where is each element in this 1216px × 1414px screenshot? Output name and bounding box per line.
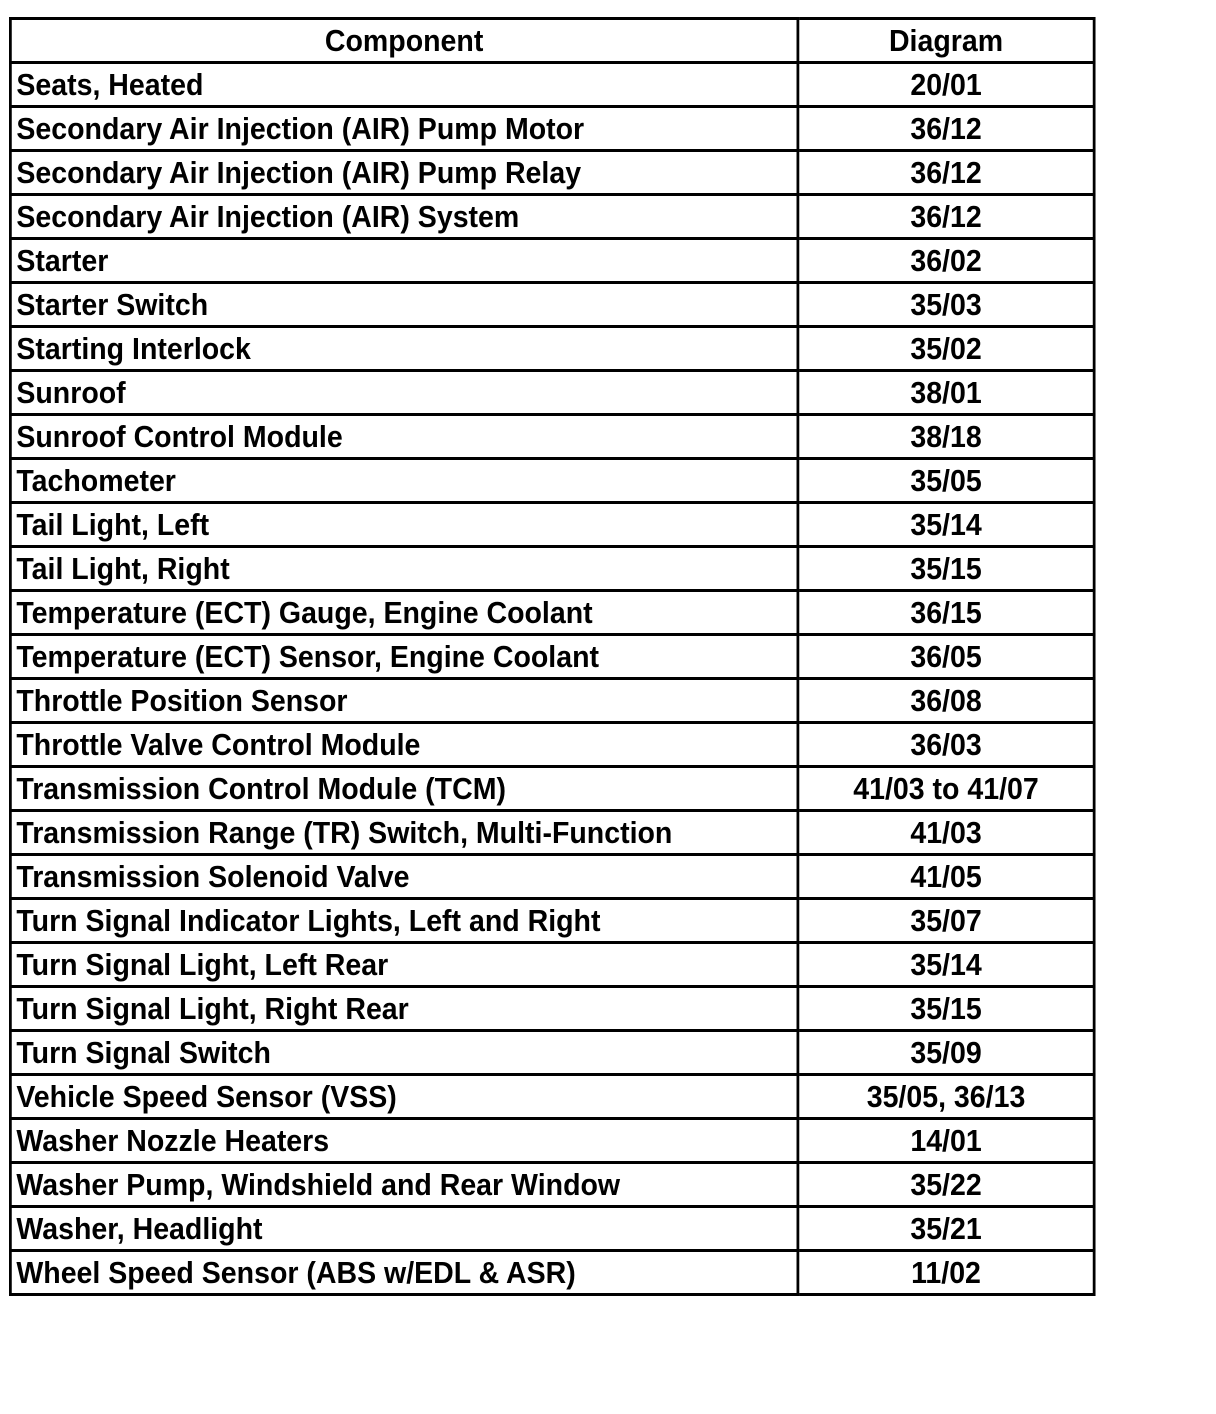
table-row bbox=[10, 591, 1094, 635]
component-cell: Starter bbox=[10, 239, 798, 283]
component-cell: Washer, Headlight bbox=[10, 1207, 798, 1251]
diagram-cell: 35/14 bbox=[798, 503, 1094, 547]
diagram-cell: 20/01 bbox=[798, 63, 1094, 107]
table-header-row bbox=[10, 19, 1094, 63]
diagram-cell: 36/03 bbox=[798, 723, 1094, 767]
diagram-cell: 38/18 bbox=[798, 415, 1094, 459]
component-cell: Secondary Air Injection (AIR) System bbox=[10, 195, 798, 239]
component-cell: Washer Nozzle Heaters bbox=[10, 1119, 798, 1163]
table-row bbox=[10, 899, 1094, 943]
table-row bbox=[10, 459, 1094, 503]
table-row bbox=[10, 195, 1094, 239]
diagram-cell: 41/03 to 41/07 bbox=[798, 767, 1094, 811]
component-cell: Tail Light, Right bbox=[10, 547, 798, 591]
component-cell: Throttle Valve Control Module bbox=[10, 723, 798, 767]
component-cell: Transmission Solenoid Valve bbox=[10, 855, 798, 899]
diagram-cell: 36/12 bbox=[798, 107, 1094, 151]
diagram-cell: 36/02 bbox=[798, 239, 1094, 283]
component-cell: Sunroof Control Module bbox=[10, 415, 798, 459]
table-row bbox=[10, 987, 1094, 1031]
component-cell: Wheel Speed Sensor (ABS w/EDL & ASR) bbox=[10, 1251, 798, 1295]
table-row bbox=[10, 1031, 1094, 1075]
table-row bbox=[10, 371, 1094, 415]
column-header-component: Component bbox=[10, 19, 798, 63]
diagram-cell: 36/05 bbox=[798, 635, 1094, 679]
component-cell: Turn Signal Indicator Lights, Left and Right bbox=[10, 899, 798, 943]
table-row bbox=[10, 723, 1094, 767]
table-row bbox=[10, 107, 1094, 151]
diagram-cell: 35/14 bbox=[798, 943, 1094, 987]
diagram-cell: 41/03 bbox=[798, 811, 1094, 855]
component-cell: Washer Pump, Windshield and Rear Window bbox=[10, 1163, 798, 1207]
diagram-cell: 35/03 bbox=[798, 283, 1094, 327]
component-cell: Tail Light, Left bbox=[10, 503, 798, 547]
table-row bbox=[10, 1075, 1094, 1119]
component-cell: Sunroof bbox=[10, 371, 798, 415]
component-cell: Vehicle Speed Sensor (VSS) bbox=[10, 1075, 798, 1119]
diagram-cell: 38/01 bbox=[798, 371, 1094, 415]
diagram-cell: 36/12 bbox=[798, 195, 1094, 239]
component-cell: Starter Switch bbox=[10, 283, 798, 327]
diagram-cell: 35/22 bbox=[798, 1163, 1094, 1207]
component-cell: Transmission Control Module (TCM) bbox=[10, 767, 798, 811]
table-row bbox=[10, 679, 1094, 723]
table-body bbox=[10, 63, 1094, 1295]
table-row bbox=[10, 63, 1094, 107]
diagram-cell: 35/09 bbox=[798, 1031, 1094, 1075]
table-row bbox=[10, 283, 1094, 327]
component-cell: Turn Signal Light, Left Rear bbox=[10, 943, 798, 987]
diagram-cell: 41/05 bbox=[798, 855, 1094, 899]
table-row bbox=[10, 547, 1094, 591]
component-cell: Turn Signal Light, Right Rear bbox=[10, 987, 798, 1031]
diagram-cell: 35/05, 36/13 bbox=[798, 1075, 1094, 1119]
table-row bbox=[10, 943, 1094, 987]
table-row bbox=[10, 415, 1094, 459]
diagram-cell: 11/02 bbox=[798, 1251, 1094, 1295]
table-row bbox=[10, 327, 1094, 371]
diagram-cell: 36/15 bbox=[798, 591, 1094, 635]
table-row bbox=[10, 1163, 1094, 1207]
component-cell: Temperature (ECT) Sensor, Engine Coolant bbox=[10, 635, 798, 679]
table-row bbox=[10, 503, 1094, 547]
table-row bbox=[10, 767, 1094, 811]
table-row bbox=[10, 635, 1094, 679]
component-cell: Seats, Heated bbox=[10, 63, 798, 107]
component-cell: Throttle Position Sensor bbox=[10, 679, 798, 723]
diagram-cell: 36/08 bbox=[798, 679, 1094, 723]
diagram-cell: 35/15 bbox=[798, 547, 1094, 591]
table-row bbox=[10, 1207, 1094, 1251]
table-row bbox=[10, 855, 1094, 899]
diagram-cell: 35/21 bbox=[798, 1207, 1094, 1251]
diagram-cell: 35/15 bbox=[798, 987, 1094, 1031]
component-cell: Turn Signal Switch bbox=[10, 1031, 798, 1075]
diagram-cell: 35/02 bbox=[798, 327, 1094, 371]
component-cell: Secondary Air Injection (AIR) Pump Motor bbox=[10, 107, 798, 151]
table-row bbox=[10, 239, 1094, 283]
table-row bbox=[10, 1119, 1094, 1163]
component-diagram-table bbox=[9, 17, 1096, 1296]
component-cell: Temperature (ECT) Gauge, Engine Coolant bbox=[10, 591, 798, 635]
component-cell: Transmission Range (TR) Switch, Multi-Function bbox=[10, 811, 798, 855]
column-header-diagram: Diagram bbox=[798, 19, 1094, 63]
table-row bbox=[10, 151, 1094, 195]
diagram-cell: 35/05 bbox=[798, 459, 1094, 503]
table-row bbox=[10, 811, 1094, 855]
diagram-cell: 35/07 bbox=[798, 899, 1094, 943]
diagram-cell: 36/12 bbox=[798, 151, 1094, 195]
component-cell: Secondary Air Injection (AIR) Pump Relay bbox=[10, 151, 798, 195]
component-cell: Tachometer bbox=[10, 459, 798, 503]
component-cell: Starting Interlock bbox=[10, 327, 798, 371]
diagram-cell: 14/01 bbox=[798, 1119, 1094, 1163]
table-row bbox=[10, 1251, 1094, 1295]
